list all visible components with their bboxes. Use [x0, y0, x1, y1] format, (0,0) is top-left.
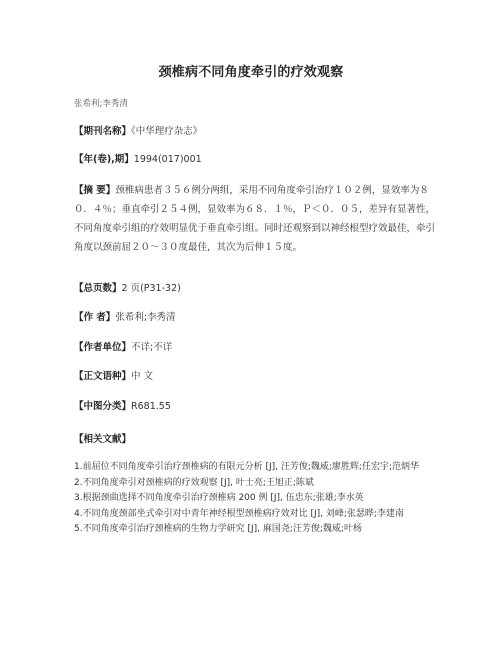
reference-item[interactable]: 1.前屈位不同角度牵引治疗颈椎病的有限元分析 [J], 汪芳俊;魏威;廖胜辉;任宏宇;范炳华 [74, 462, 419, 472]
classification-field [74, 397, 440, 416]
abstract-value: 颈椎病患者３５６例分两组，采用不同角度牵引治疗１０２例，显效率为８０．４％；垂直牵引２５４例，显效率为６８．１％，Ｐ＜０．０５，差异有显著性，不同角度牵引组的疗效明显优于垂直牵引组。同时还观察到以神经根型疗效最佳，牵引角度以颈前屈２０～３０度最佳，其次为后伸１５度。 [74, 185, 436, 253]
abstract-field [74, 181, 440, 257]
pages-field [74, 279, 440, 298]
authors-label: 【作 者】 [74, 312, 116, 323]
journal-field [74, 122, 440, 141]
affiliation-field [74, 338, 440, 357]
year-issue-label: 【年(卷),期】 [74, 154, 134, 165]
language-field [74, 367, 440, 386]
language-label: 【正文语种】 [74, 371, 132, 382]
affiliation-label: 【作者单位】 [74, 342, 132, 353]
pages-label: 【总页数】 [74, 283, 122, 294]
language-value: 中 文 [131, 371, 154, 382]
journal-value: 《中华理疗杂志》 [131, 126, 203, 137]
authors-value: 张希利;李秀清 [115, 312, 176, 323]
reference-list [74, 460, 440, 538]
journal-label: 【期刊名称】 [74, 126, 132, 137]
reference-item[interactable]: 5.不同角度牵引治疗颈椎病的生物力学研究 [J], 麻国尧;汪芳俊;魏威;叶杨 [74, 524, 362, 534]
classification-value: R681.55 [131, 401, 171, 412]
author-line: 张希利;李秀清 [74, 99, 128, 109]
affiliation-value: 不详;不详 [131, 342, 173, 353]
year-issue-value: 1994(017)001 [133, 154, 202, 165]
reference-item[interactable]: 4.不同角度颈部坐式牵引对中青年神经根型颈椎病疗效对比 [J], 刘峰;张瑟晔;李建南 [74, 508, 404, 519]
reference-item[interactable]: 2.不同角度牵引对颈椎病的疗效观察 [J], 叶士亮;王旭正;陈斌 [74, 477, 314, 488]
abstract-label: 【摘 要】 [74, 185, 116, 196]
classification-label: 【中图分类】 [74, 401, 132, 412]
pages-value: 2 页(P31-32) [121, 283, 181, 294]
document-title: 颈椎病不同角度牵引的疗效观察 [158, 65, 344, 80]
year-issue-field [74, 150, 440, 169]
reference-item[interactable]: 3.根据颈曲选择不同角度牵引治疗颈椎病 200 例 [J], 伍忠东;张雄;李水英 [74, 493, 364, 503]
related-references-heading: 【相关文献】 [74, 434, 132, 445]
authors-field [74, 308, 440, 327]
